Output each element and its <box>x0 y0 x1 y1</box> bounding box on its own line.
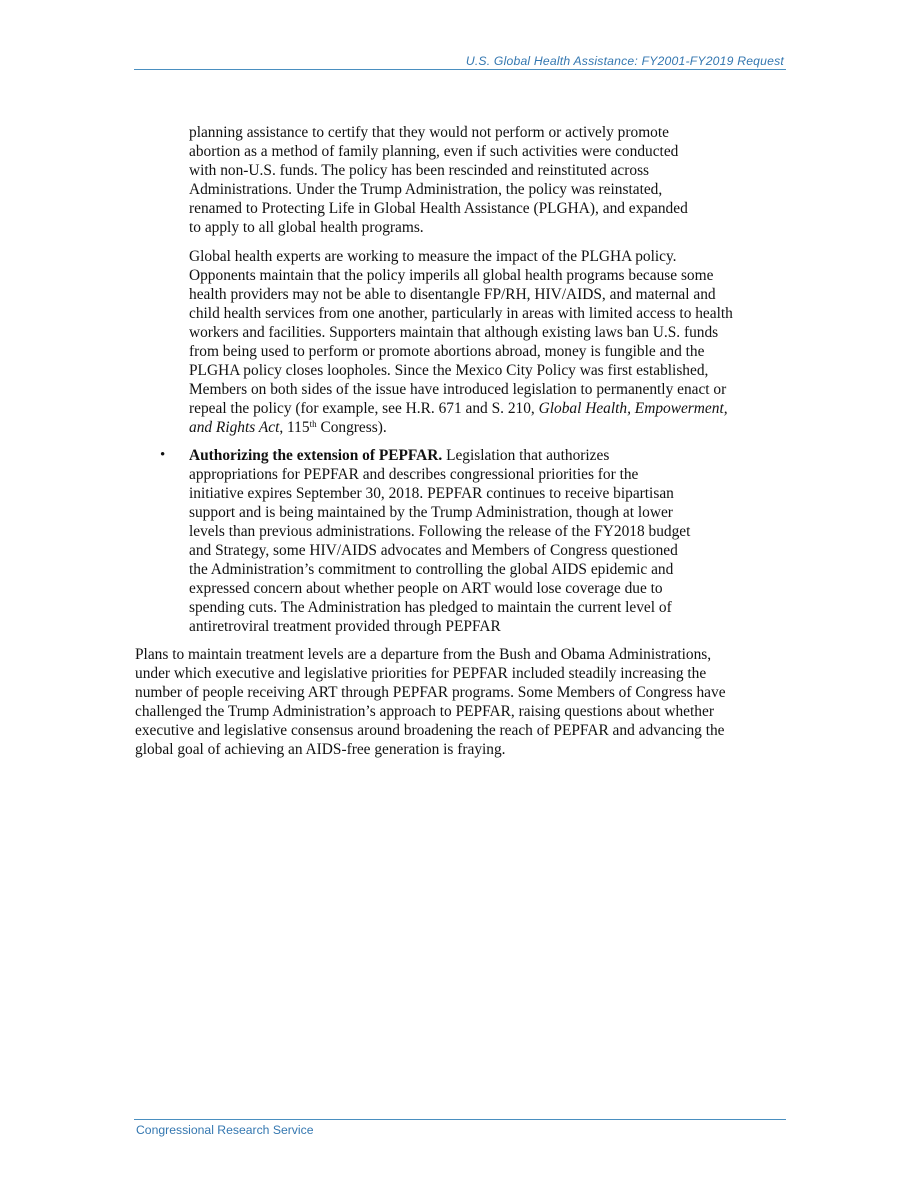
text-line: global goal of achieving an AIDS-free generation is fraying. <box>135 741 506 758</box>
text-line: support and is being maintained by the Trump Administration, though at lower <box>189 504 673 521</box>
text-line: challenged the Trump Administration’s approach to PEPFAR, raising questions about whether <box>135 703 714 720</box>
paragraph-treatment-levels <box>135 645 726 759</box>
text-line: under which executive and legislative priorities for PEPFAR included steadily increasing the <box>135 665 707 682</box>
page-footer <box>134 1119 786 1137</box>
text-line: the Administration’s commitment to controlling the global AIDS epidemic and <box>189 561 674 578</box>
text-line <box>189 418 733 437</box>
paragraph-plgha-background <box>189 123 688 237</box>
text-line: child health services from one another, particularly in areas with limited access to health <box>189 305 733 322</box>
text-line: expressed concern about whether people on ART would lose coverage due to <box>189 580 663 597</box>
text-line: Administrations. Under the Trump Administration, the policy was reinstated, <box>189 181 663 198</box>
text-line: Opponents maintain that the policy imperils all global health programs because some <box>189 267 714 284</box>
text-run: Legislation that authorizes <box>442 447 610 464</box>
text-line: PLGHA policy closes loopholes. Since the Mexico City Policy was first established, <box>189 362 709 379</box>
text-line: and Strategy, some HIV/AIDS advocates and Members of Congress questioned <box>189 542 678 559</box>
text-line: workers and facilities. Supporters maintain that although existing laws ban U.S. funds <box>189 324 719 341</box>
bullet-point: • <box>160 447 166 463</box>
text-line: spending cuts. The Administration has pledged to maintain the current level of <box>189 599 672 616</box>
text-line: initiative expires September 30, 2018. PEPFAR continues to receive bipartisan <box>189 485 674 502</box>
text-line: Plans to maintain treatment levels are a departure from the Bush and Obama Administrations, <box>135 646 712 663</box>
text-line: health providers may not be able to disentangle FP/RH, HIV/AIDS, and maternal and <box>189 286 716 303</box>
bill-title-italic: Global Health, Empowerment, <box>538 400 728 417</box>
text-line <box>189 399 733 418</box>
text-line: appropriations for PEPFAR and describes congressional priorities for the <box>189 466 639 483</box>
text-line: to apply to all global health programs. <box>189 219 424 236</box>
ordinal-superscript: th <box>309 419 317 429</box>
text-line: number of people receiving ART through PEPFAR programs. Some Members of Congress have <box>135 684 726 701</box>
text-line: from being used to perform or promote abortions abroad, money is fungible and the <box>189 343 705 360</box>
text-line: levels than previous administrations. Following the release of the FY2018 budget <box>189 523 691 540</box>
text-line <box>189 446 690 465</box>
bullet-pepfar-extension <box>189 446 690 636</box>
text-line: Members on both sides of the issue have introduced legislation to permanently enact or <box>189 381 727 398</box>
text-line: Global health experts are working to measure the impact of the PLGHA policy. <box>189 248 677 265</box>
paragraph-plgha-impact <box>189 247 733 437</box>
text-line: executive and legislative consensus around broadening the reach of PEPFAR and advancing the <box>135 722 725 739</box>
text-line: abortion as a method of family planning, even if such activities were conducted <box>189 143 679 160</box>
text-run: Congress). <box>316 419 387 436</box>
text-run: , 115 <box>279 419 310 436</box>
text-line: renamed to Protecting Life in Global Health Assistance (PLGHA), and expanded <box>189 200 688 217</box>
footer-label: Congressional Research Service <box>136 1123 314 1137</box>
text-run: repeal the policy (for example, see H.R. 671 and S. 210, <box>189 400 539 417</box>
text-line: with non-U.S. funds. The policy has been rescinded and reinstituted across <box>189 162 650 179</box>
text-line: planning assistance to certify that they would not perform or actively promote <box>189 124 669 141</box>
page-header <box>134 54 786 70</box>
text-line: antiretroviral treatment provided through PEPFAR <box>189 618 501 635</box>
bill-title-italic: and Rights Act <box>189 419 280 436</box>
bullet-lead-bold: Authorizing the extension of PEPFAR. <box>189 447 443 464</box>
header-title: U.S. Global Health Assistance: FY2001-FY2019 Request <box>465 54 784 68</box>
